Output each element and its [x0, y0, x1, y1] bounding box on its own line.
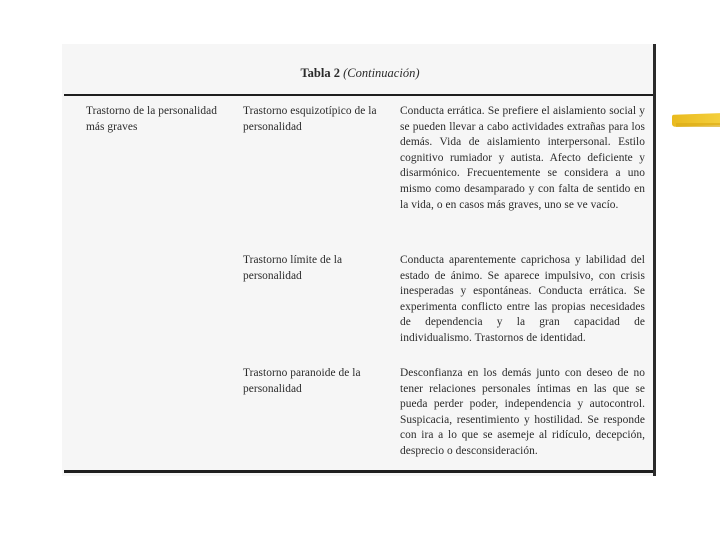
highlight-accent-shadow — [676, 123, 720, 127]
description-cell-paranoid: Desconfianza en los demás junto con deseo de no tener relaciones personales íntimas en las que se pueda perder poder, independencia y autocontrol. Suspicacia, resentimiento y hostilidad. Se responde con ira a lo que se asemeje al ridículo, decepción, desprecio o desconsideración. — [400, 367, 645, 457]
table-title — [0, 66, 720, 81]
table-title-continuation: (Continuación) — [343, 66, 420, 80]
description-cell-borderline: Conducta aparentemente caprichosa y labilidad del estado de ánimo. Se aparece impulsivo, con crisis inesperadas y espontáneas. Conducta errática. Se experimenta conflicto entre las propias necesidades de dependencia y la gran capacidad de individualismo. Trastornos de identidad. — [400, 254, 645, 344]
description-cell-schizotypal: Conducta errática. Se prefiere el aislamiento social y se pueden llevar a cabo actividades extrañas para los demás. Vida de aislamiento interpersonal. Estilo cognitivo rumiador y autista. Afecto deficiente y disarmónico. Frecuentemente se considera a uno mismo como desamparado y con falta de sentido en la vida, o en casos más graves, uno se ve vacío. — [400, 105, 645, 211]
table-top-rule — [64, 94, 653, 96]
table-title-label: Tabla 2 — [300, 66, 340, 80]
table-bottom-rule — [64, 470, 653, 473]
disorder-cell-borderline: Trastorno límite de la personalidad — [243, 254, 343, 282]
scan-edge — [653, 44, 656, 476]
disorder-cell-schizotypal: Trastorno esquizotípico de la personalidad — [243, 105, 377, 133]
disorder-cell-paranoid: Trastorno paranoide de la personalidad — [243, 367, 361, 395]
category-cell: Trastorno de la personalidad más graves — [86, 105, 217, 133]
